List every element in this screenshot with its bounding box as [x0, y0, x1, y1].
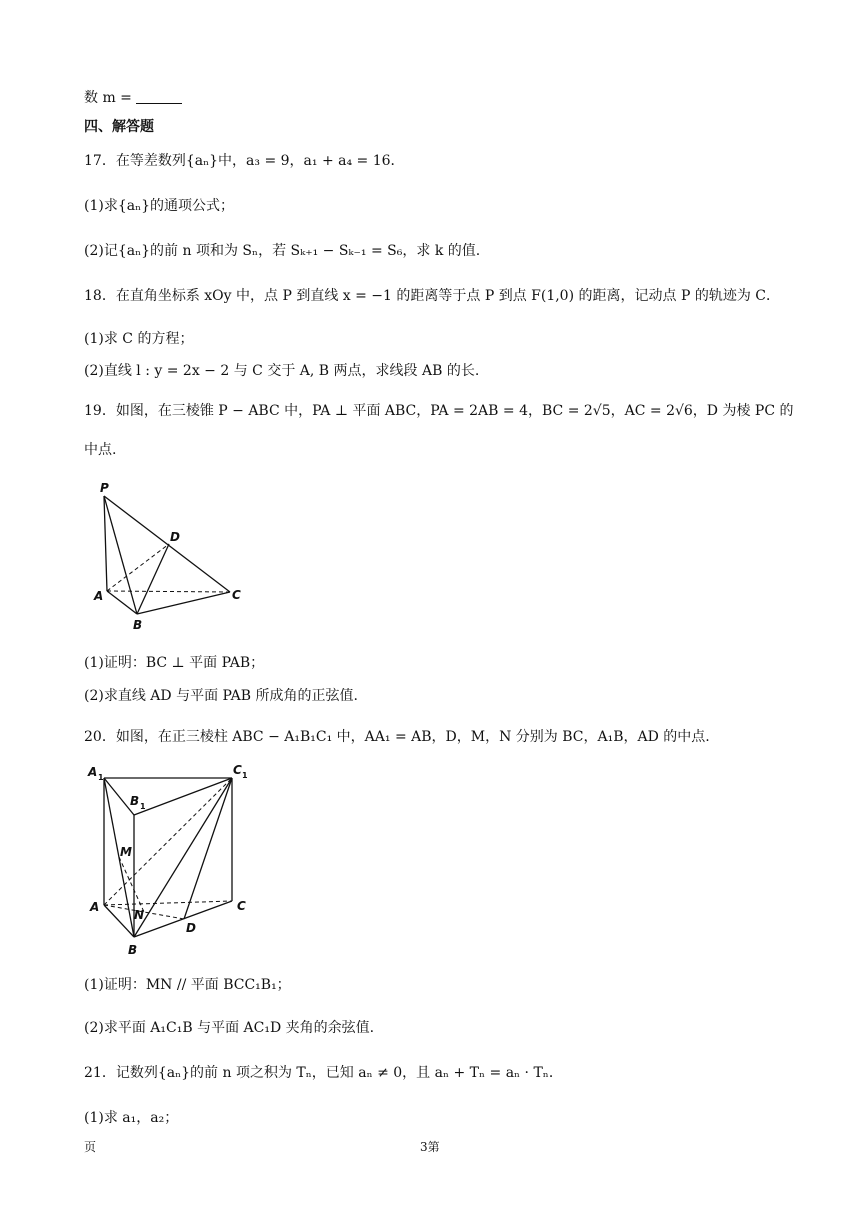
- label-A1-sub: 1: [98, 773, 104, 782]
- label-A1: A: [88, 765, 98, 779]
- problem-19-cont: 中点.: [84, 442, 117, 458]
- prism-figure: [84, 760, 254, 958]
- problem-18: 18．在直角坐标系 xOy 中，点 P 到直线 x = −1 的距离等于点 P 到点 F(1,0) 的距离，记动点 P 的轨迹为 C．: [84, 288, 780, 304]
- label-M: M: [120, 845, 132, 859]
- label-D: D: [170, 530, 180, 544]
- problem-21: 21．记数列{aₙ}的前 n 项之积为 Tₙ，已知 aₙ ≠ 0，且 aₙ + Tₙ = aₙ · Tₙ．: [84, 1065, 563, 1081]
- label-B1: B: [130, 794, 140, 808]
- label-B: B: [133, 618, 143, 632]
- problem-19-part1: (1)证明：BC ⊥ 平面 PAB；: [84, 655, 265, 671]
- problem-17-part2: (2)记{aₙ}的前 n 项和为 Sₙ，若 Sₖ₊₁ − Sₖ₋₁ = S₆，求 k 的值.: [84, 243, 481, 259]
- problem-18-part1: (1)求 C 的方程；: [84, 331, 194, 347]
- pyramid-figure: [86, 478, 246, 634]
- label-B1-sub: 1: [140, 802, 146, 811]
- label-A: A: [94, 589, 104, 603]
- blank-line-m: [84, 88, 182, 108]
- footer-left: 页: [84, 1140, 97, 1154]
- label-C1-sub: 1: [242, 771, 248, 780]
- label-C: C: [237, 899, 246, 913]
- fill-in-text: 数 m =: [84, 90, 132, 106]
- problem-21-part1: (1)求 a₁，a₂；: [84, 1110, 179, 1126]
- label-P: P: [100, 481, 109, 495]
- problem-20-part1: (1)证明：MN // 平面 BCC₁B₁；: [84, 977, 291, 993]
- problem-18-part2: (2)直线 l : y = 2x − 2 与 C 交于 A, B 两点，求线段 AB 的长.: [84, 363, 480, 379]
- problem-19: 19．如图，在三棱锥 P − ABC 中，PA ⊥ 平面 ABC，PA = 2AB = 4，BC = 2√5，AC = 2√6，D 为棱 PC 的: [84, 403, 794, 419]
- label-N: N: [134, 908, 145, 922]
- problem-19-part2: (2)求直线 AD 与平面 PAB 所成角的正弦值.: [84, 688, 358, 704]
- label-B: B: [128, 943, 138, 957]
- problem-17-part1: (1)求{aₙ}的通项公式；: [84, 198, 235, 214]
- label-C: C: [232, 588, 241, 602]
- label-C1: C: [233, 763, 242, 777]
- problem-17: 17．在等差数列{aₙ}中，a₃ = 9，a₁ + a₄ = 16．: [84, 153, 405, 169]
- section-heading: 四、解答题: [84, 119, 154, 135]
- label-D: D: [186, 921, 196, 935]
- answer-blank: [136, 89, 182, 104]
- problem-20-part2: (2)求平面 A₁C₁B 与平面 AC₁D 夹角的余弦值.: [84, 1020, 375, 1036]
- page-number: 3第: [420, 1140, 440, 1154]
- label-A: A: [90, 900, 100, 914]
- problem-20: 20．如图，在正三棱柱 ABC − A₁B₁C₁ 中，AA₁ = AB，D，M，N 分别为 BC，A₁B，AD 的中点.: [84, 729, 710, 745]
